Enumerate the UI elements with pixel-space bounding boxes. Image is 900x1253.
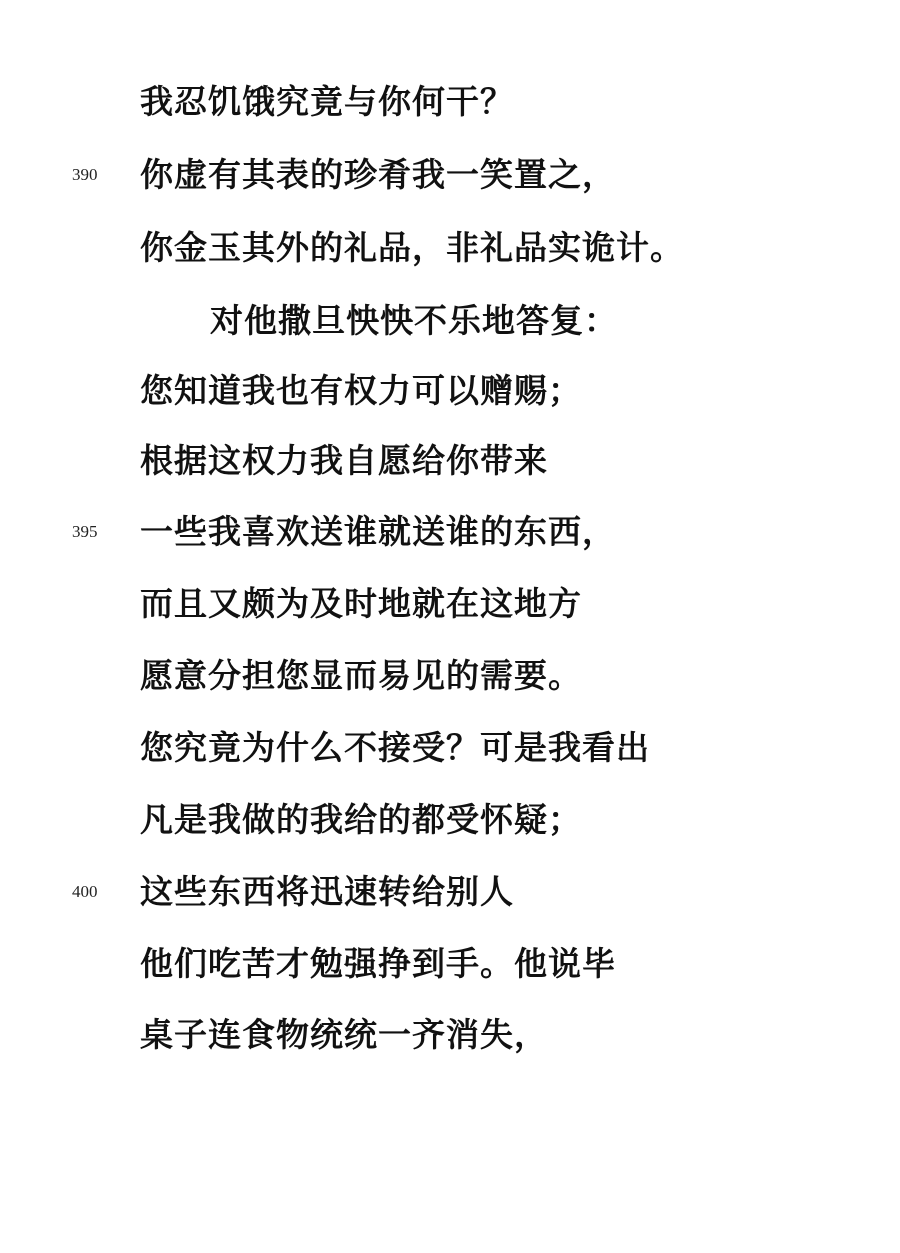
- verse-text: 他们吃苦才勉强挣到手。他说毕: [140, 944, 616, 983]
- verse-line: [0, 139, 900, 211]
- verse-text: 这些东西将迅速转给别人: [140, 872, 514, 911]
- verse-text: 您知道我也有权力可以赠赐；: [140, 371, 582, 410]
- verse-line: [0, 66, 900, 138]
- line-number: 400: [72, 882, 98, 901]
- verse-text: 而且又颇为及时地就在这地方: [140, 584, 582, 623]
- verse-line: [0, 640, 900, 712]
- verse-text: 一些我喜欢送谁就送谁的东西，: [140, 512, 616, 551]
- verse-line: [0, 355, 900, 427]
- verse-line: [0, 425, 900, 497]
- verse-text: 你金玉其外的礼品，非礼品实诡计。: [140, 228, 684, 267]
- verse-text: 凡是我做的我给的都受怀疑；: [140, 800, 582, 839]
- verse-text: 您究竟为什么不接受？可是我看出: [140, 728, 650, 767]
- line-number: 395: [72, 522, 98, 541]
- verse-line: [0, 712, 900, 784]
- verse-line: [0, 856, 900, 928]
- verse-line: [0, 212, 900, 284]
- verse-text: 对他撒旦怏怏不乐地答复：: [210, 301, 618, 340]
- verse-line: [0, 568, 900, 640]
- verse-text: 桌子连食物统统一齐消失，: [140, 1015, 548, 1054]
- verse-text: 你虚有其表的珍肴我一笑置之，: [140, 155, 616, 194]
- verse-line: [0, 784, 900, 856]
- line-number: 390: [72, 165, 98, 184]
- verse-text: 根据这权力我自愿给你带来: [140, 441, 548, 480]
- verse-text: 愿意分担您显而易见的需要。: [140, 656, 582, 695]
- verse-line: [0, 285, 900, 357]
- verse-line: [0, 999, 900, 1071]
- verse-line: [0, 928, 900, 1000]
- verse-line: [0, 496, 900, 568]
- verse-text: 我忍饥饿究竟与你何干？: [140, 82, 514, 121]
